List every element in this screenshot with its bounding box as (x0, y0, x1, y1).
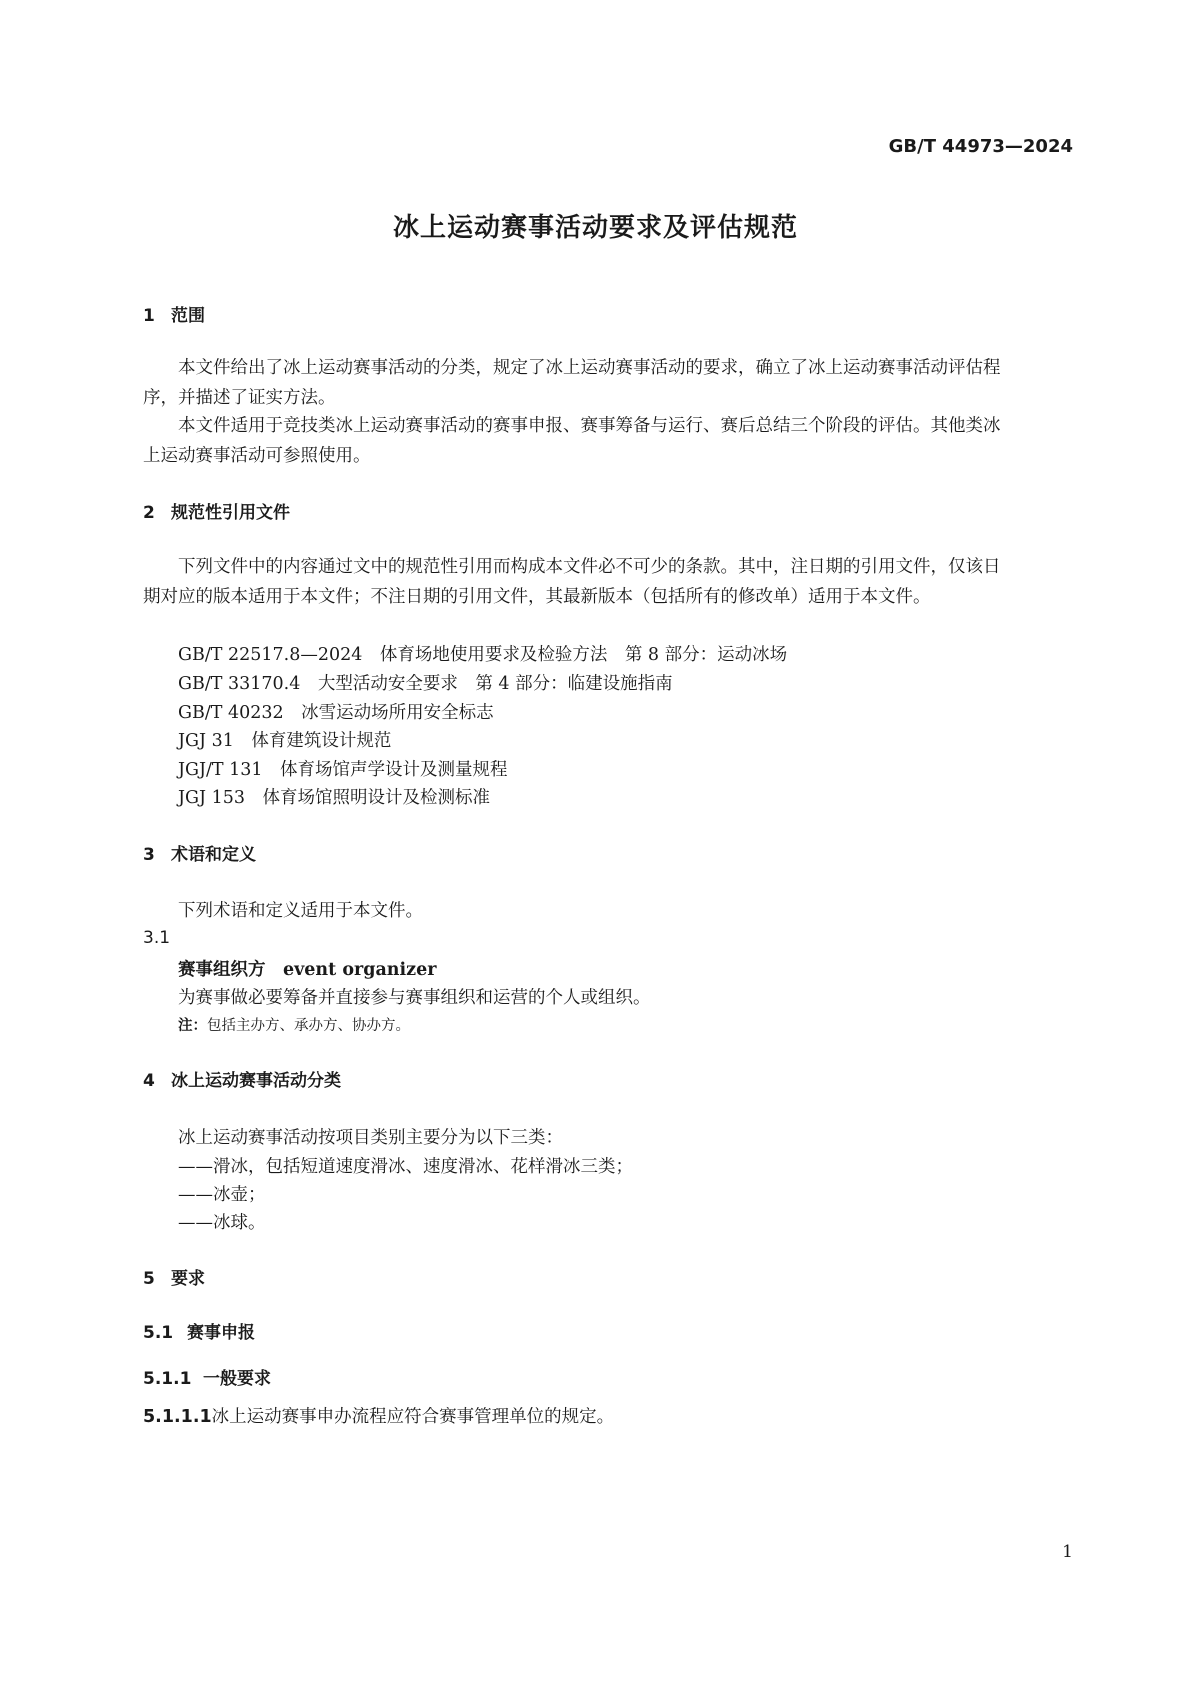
clause-5-1-1-1 (143, 1403, 614, 1428)
page-number: 1 (1062, 1542, 1073, 1562)
reference-title: 体育建筑设计规范 (251, 731, 392, 751)
reference-item (178, 756, 508, 781)
subsection-5-1-1-heading (143, 1364, 271, 1389)
section-title: 赛事申报 (187, 1323, 255, 1343)
list-item: ——滑冰，包括短道速度滑冰、速度滑冰、花样滑冰三类； (178, 1157, 633, 1177)
clause-text: 冰上运动赛事申办流程应符合赛事管理单位的规定。 (211, 1407, 615, 1427)
reference-item (178, 670, 673, 695)
scope-paragraph-1: 本文件给出了冰上运动赛事活动的分类，规定了冰上运动赛事活动的要求，确立了冰上运动赛事活动评估程序，并描述了证实方法。 (143, 358, 1001, 408)
section-number: 5.1.1 (143, 1369, 192, 1389)
term-chinese: 赛事组织方 (178, 960, 266, 980)
standard-code: GB/T 44973—2024 (888, 136, 1073, 157)
note-text: 包括主办方、承办方、协办方。 (207, 1018, 410, 1034)
section-number: 1 (143, 306, 155, 326)
section-title: 术语和定义 (171, 845, 256, 865)
section-number: 4 (143, 1071, 155, 1091)
reference-title: 体育场地使用要求及检验方法 第 8 部分：运动冰场 (379, 645, 788, 665)
reference-item (178, 699, 494, 724)
document-title: 冰上运动赛事活动要求及评估规范 (392, 213, 798, 243)
list-item: ——冰球。 (178, 1213, 266, 1233)
reference-title: 体育场馆声学设计及测量规程 (280, 760, 508, 780)
term-note (178, 1014, 410, 1035)
clause-number: 5.1.1.1 (143, 1407, 212, 1427)
classification-intro: 冰上运动赛事活动按项目类别主要分为以下三类： (178, 1128, 563, 1148)
section-number: 5.1 (143, 1323, 174, 1343)
reference-item (178, 784, 490, 809)
section-3-heading (143, 840, 256, 865)
reference-code: GB/T 22517.8—2024 (178, 645, 363, 665)
section-title: 要求 (171, 1269, 205, 1289)
reference-item (178, 641, 787, 666)
reference-code: JGJ/T 131 (178, 760, 263, 780)
reference-item (178, 727, 391, 752)
section-title: 规范性引用文件 (171, 503, 290, 523)
section-5-heading (143, 1264, 205, 1289)
term-definition: 为赛事做必要筹备并直接参与赛事组织和运营的个人或组织。 (178, 988, 651, 1008)
reference-title: 冰雪运动场所用安全标志 (301, 703, 494, 723)
reference-title: 大型活动安全要求 第 4 部分：临建设施指南 (317, 674, 673, 694)
section-number: 5 (143, 1269, 155, 1289)
note-label: 注： (178, 1018, 207, 1034)
section-title: 冰上运动赛事活动分类 (171, 1071, 341, 1091)
reference-code: JGJ 31 (178, 731, 234, 751)
reference-code: GB/T 40232 (178, 703, 284, 723)
section-2-heading (143, 498, 290, 523)
terms-intro: 下列术语和定义适用于本文件。 (178, 901, 423, 921)
reference-title: 体育场馆照明设计及检测标准 (262, 788, 490, 808)
section-number: 2 (143, 503, 155, 523)
scope-paragraph-2: 本文件适用于竞技类冰上运动赛事活动的赛事申报、赛事筹备与运行、赛后总结三个阶段的评估。其他类冰上运动赛事活动可参照使用。 (143, 416, 1001, 466)
reference-code: GB/T 33170.4 (178, 674, 301, 694)
section-title: 范围 (171, 306, 205, 326)
term-english: event organizer (283, 960, 437, 980)
section-4-heading (143, 1066, 341, 1091)
term-entry (178, 956, 436, 981)
references-intro: 下列文件中的内容通过文中的规范性引用而构成本文件必不可少的条款。其中，注日期的引用文件，仅该日期对应的版本适用于本文件；不注日期的引用文件，其最新版本（包括所有的修改单）适用于本文件。 (143, 557, 1001, 607)
section-1-heading (143, 301, 205, 326)
list-item: ——冰壶； (178, 1185, 266, 1205)
section-number: 3 (143, 845, 155, 865)
reference-code: JGJ 153 (178, 788, 245, 808)
term-number: 3.1 (143, 928, 171, 948)
section-title: 一般要求 (203, 1369, 271, 1389)
subsection-5-1-heading (143, 1318, 255, 1343)
